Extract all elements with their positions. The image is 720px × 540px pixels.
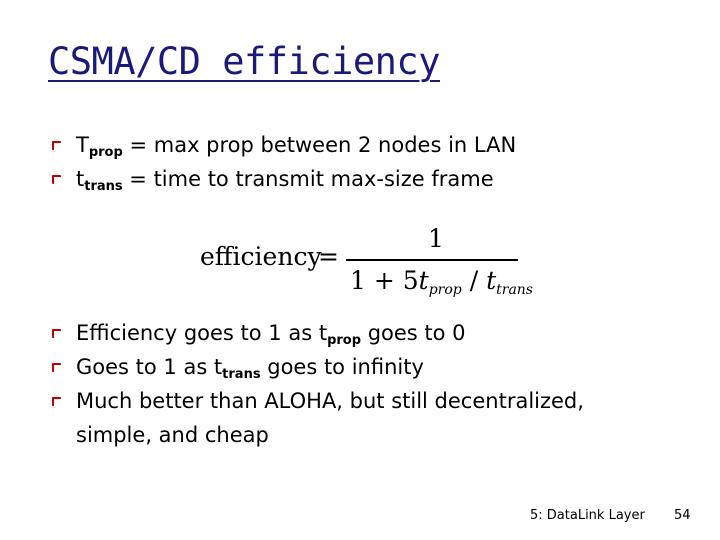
bottom-bullet-list — [52, 316, 584, 452]
bullet-text-line1: Much better than ALOHA, but still decentralized, — [76, 389, 584, 413]
bullet-item-efficiency — [52, 316, 584, 350]
bullet-text-pre: Goes to 1 as t — [76, 355, 223, 379]
bullet-text-sub: prop — [327, 333, 362, 348]
formula-equals: = — [318, 242, 339, 271]
square-bullet-icon — [52, 141, 61, 150]
formula-fraction-bar — [346, 259, 518, 261]
formula-denominator — [350, 266, 533, 298]
bullet-text-post: = time to transmit max-size frame — [122, 167, 494, 191]
formula-numerator: 1 — [428, 224, 444, 253]
top-bullet-list — [52, 128, 516, 196]
footer-page-number: 54 — [674, 508, 691, 523]
bullet-text-post: goes to infinity — [260, 355, 424, 379]
square-bullet-icon — [52, 175, 61, 184]
square-bullet-icon — [52, 329, 61, 338]
slide-title: CSMA/CD efficiency — [48, 40, 440, 83]
formula-den-slash: / — [461, 266, 487, 295]
bullet-text-post: goes to 0 — [361, 321, 466, 345]
bullet-text-line2: simple, and cheap — [76, 423, 269, 447]
bullet-text-pre: T — [76, 133, 89, 157]
bullet-item-aloha — [52, 384, 584, 452]
square-bullet-icon — [52, 363, 61, 372]
bullet-text-pre: Efficiency goes to 1 as t — [76, 321, 328, 345]
formula-den-one-plus: 1 + 5 — [350, 266, 419, 295]
bullet-text-sub: trans — [222, 367, 261, 382]
bullet-item-ttrans — [52, 162, 516, 196]
bullet-text-sub: trans — [84, 179, 123, 194]
bullet-text-pre: t — [76, 167, 85, 191]
bullet-item-goes-to-one — [52, 350, 584, 384]
formula-den-t2: t — [486, 266, 497, 295]
square-bullet-icon — [52, 397, 61, 406]
bullet-item-tprop — [52, 128, 516, 162]
bullet-text-sub: prop — [88, 145, 123, 160]
formula-den-sub1: prop — [428, 282, 462, 298]
formula-den-sub2: trans — [496, 282, 533, 298]
formula-den-t1: t — [418, 266, 429, 295]
formula-lhs: efficiency — [200, 242, 322, 271]
bullet-text-post: = max prop between 2 nodes in LAN — [122, 133, 517, 157]
footer-chapter: 5: DataLink Layer — [530, 508, 645, 523]
